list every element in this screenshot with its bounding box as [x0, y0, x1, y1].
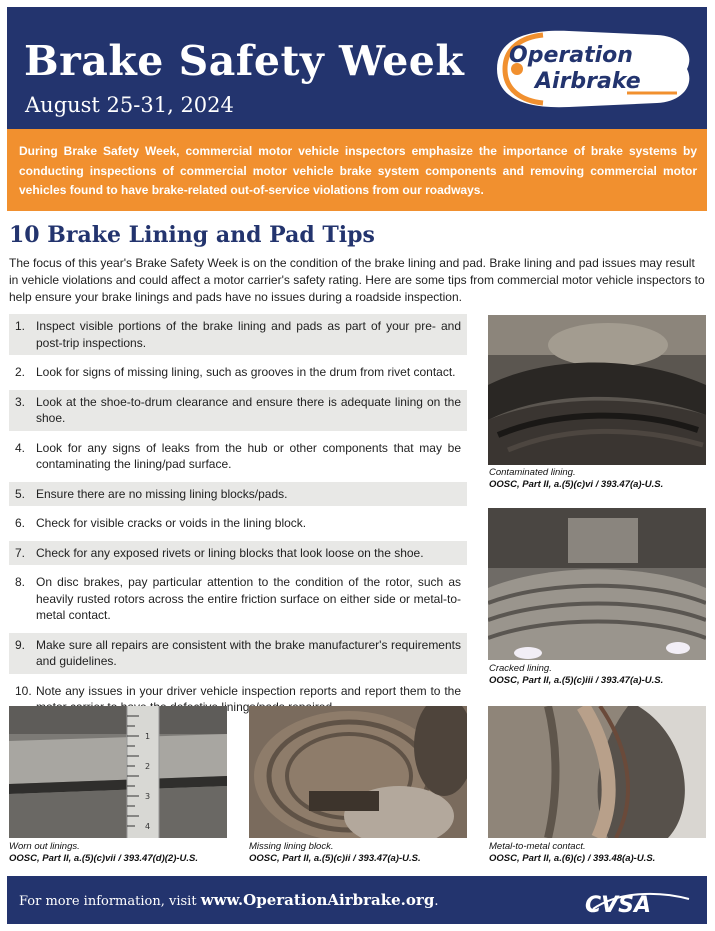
tip-number: 7. [15, 545, 26, 560]
operation-airbrake-logo [477, 23, 699, 115]
section-title: 10 Brake Lining and Pad Tips [9, 222, 375, 248]
tip-number: 1. [15, 319, 26, 333]
caption-title: Missing lining block. [249, 841, 334, 852]
tip-number: 9. [15, 637, 26, 652]
footer-prefix: For more information, visit [19, 894, 197, 909]
footer-url-link[interactable]: www.OperationAirbrake.org [200, 891, 435, 909]
intro-banner [7, 129, 707, 211]
tip-number: 6. [15, 516, 26, 530]
tip-text: On disc brakes, pay particular attention to the condition of the rotor, such as heavily rusted rotors across the entire friction surface on either side or metal-to-metal contact. [36, 575, 461, 622]
caption-title: Worn out linings. [9, 841, 80, 852]
ruler-tick: 1 [145, 732, 151, 741]
page-title: Brake Safety Week [24, 37, 465, 85]
tip-item [9, 633, 467, 674]
missing-caption [249, 841, 421, 865]
tip-number: 8. [15, 575, 26, 589]
cracked-caption [489, 663, 663, 687]
intro-text: During Brake Safety Week, commercial motor vehicle inspectors emphasize the importance of brake systems by conducting inspections of commercial motor vehicle brake system components and removing commercial motor vehicles found to have brake-related out-of-service violations from our roadways. [19, 144, 697, 197]
cracked-lining-photo [488, 508, 706, 660]
caption-title: Contaminated lining. [489, 467, 576, 478]
tip-text: Look for signs of missing lining, such as grooves in the drum from rivet contact. [36, 365, 456, 379]
logo-text-operation: Operation [509, 43, 633, 68]
tip-text: Check for any exposed rivets or lining blocks that look loose on the shoe. [36, 545, 424, 560]
contaminated-lining-photo [488, 315, 706, 465]
tip-number: 3. [15, 394, 26, 409]
cvsa-logo [579, 887, 699, 915]
contaminated-caption [489, 467, 663, 491]
metal-contact-image [488, 706, 706, 838]
header-banner [7, 7, 707, 129]
tip-item [9, 314, 467, 355]
event-date: August 25-31, 2024 [25, 93, 234, 117]
tip-text: Ensure there are no missing lining blocks/pads. [36, 486, 288, 501]
tip-item [9, 541, 467, 566]
metal-caption [489, 841, 655, 865]
footer-banner [7, 876, 707, 924]
logo-text-airbrake: Airbrake [535, 69, 641, 94]
tips-list [9, 314, 467, 720]
tip-text: Look at the shoe-to-drum clearance and ensure there is adequate lining on the shoe. [36, 394, 461, 425]
cvsa-logo-text: CVSA [585, 893, 652, 915]
metal-contact-photo [488, 706, 706, 838]
ruler-tick: 2 [145, 762, 151, 771]
tip-text: Inspect visible portions of the brake lining and pads as part of your pre- and post-trip inspections. [36, 319, 461, 350]
tip-text: Look for any signs of leaks from the hub or other components that may be contaminating the lining/pad surface. [36, 440, 461, 471]
cracked-lining-image [488, 508, 706, 660]
caption-code: OOSC, Part II, a.(5)(c)vii / 393.47(d)(2)-U.S. [9, 853, 198, 864]
tip-number: 2. [15, 365, 26, 379]
footer-suffix: . [434, 894, 439, 909]
caption-title: Metal-to-metal contact. [489, 841, 586, 852]
caption-code: OOSC, Part II, a.(5)(c)ii / 393.47(a)-U.S. [249, 853, 421, 864]
tip-text: Note any issues in your driver vehicle inspection reports and report them to the [36, 683, 461, 698]
caption-code: OOSC, Part II, a.(5)(c)iii / 393.47(a)-U.S. [489, 675, 664, 686]
caption-code: OOSC, Part II, a.(6)(c) / 393.48(a)-U.S. [489, 853, 656, 864]
tip-item [9, 360, 467, 385]
worn-caption [9, 841, 198, 865]
tip-item [9, 436, 467, 477]
tip-text: Make sure all repairs are consistent with the brake manufacturer's requirements and guidelines. [36, 637, 461, 668]
contaminated-lining-image [488, 315, 706, 465]
tip-number: 10. [15, 683, 32, 698]
missing-lining-photo [249, 706, 467, 838]
ruler-tick: 4 [145, 822, 151, 831]
ruler-tick: 3 [145, 792, 151, 801]
tip-item [9, 511, 467, 536]
worn-linings-photo [9, 706, 227, 838]
section-lead: The focus of this year's Brake Safety Week is on the condition of the brake lining and pad. Brake lining and pad issues may result in vehicle violations and could affect a motor carrier's safety rating. Here are some tips from commercial motor vehicle inspectors to help ensure your brake linings and pads have no issues during a roadside inspection. [9, 256, 705, 304]
caption-code: OOSC, Part II, a.(5)(c)vi / 393.47(a)-U.S. [489, 479, 664, 490]
tip-item [9, 570, 467, 628]
worn-linings-image [9, 706, 227, 838]
missing-lining-image [249, 706, 467, 838]
caption-title: Cracked lining. [489, 663, 552, 674]
tip-item [9, 390, 467, 431]
tip-number: 4. [15, 440, 26, 455]
tip-text: Check for visible cracks or voids in the lining block. [36, 516, 307, 530]
tip-number: 5. [15, 486, 26, 501]
tip-item [9, 482, 467, 507]
footer-text [19, 891, 438, 909]
